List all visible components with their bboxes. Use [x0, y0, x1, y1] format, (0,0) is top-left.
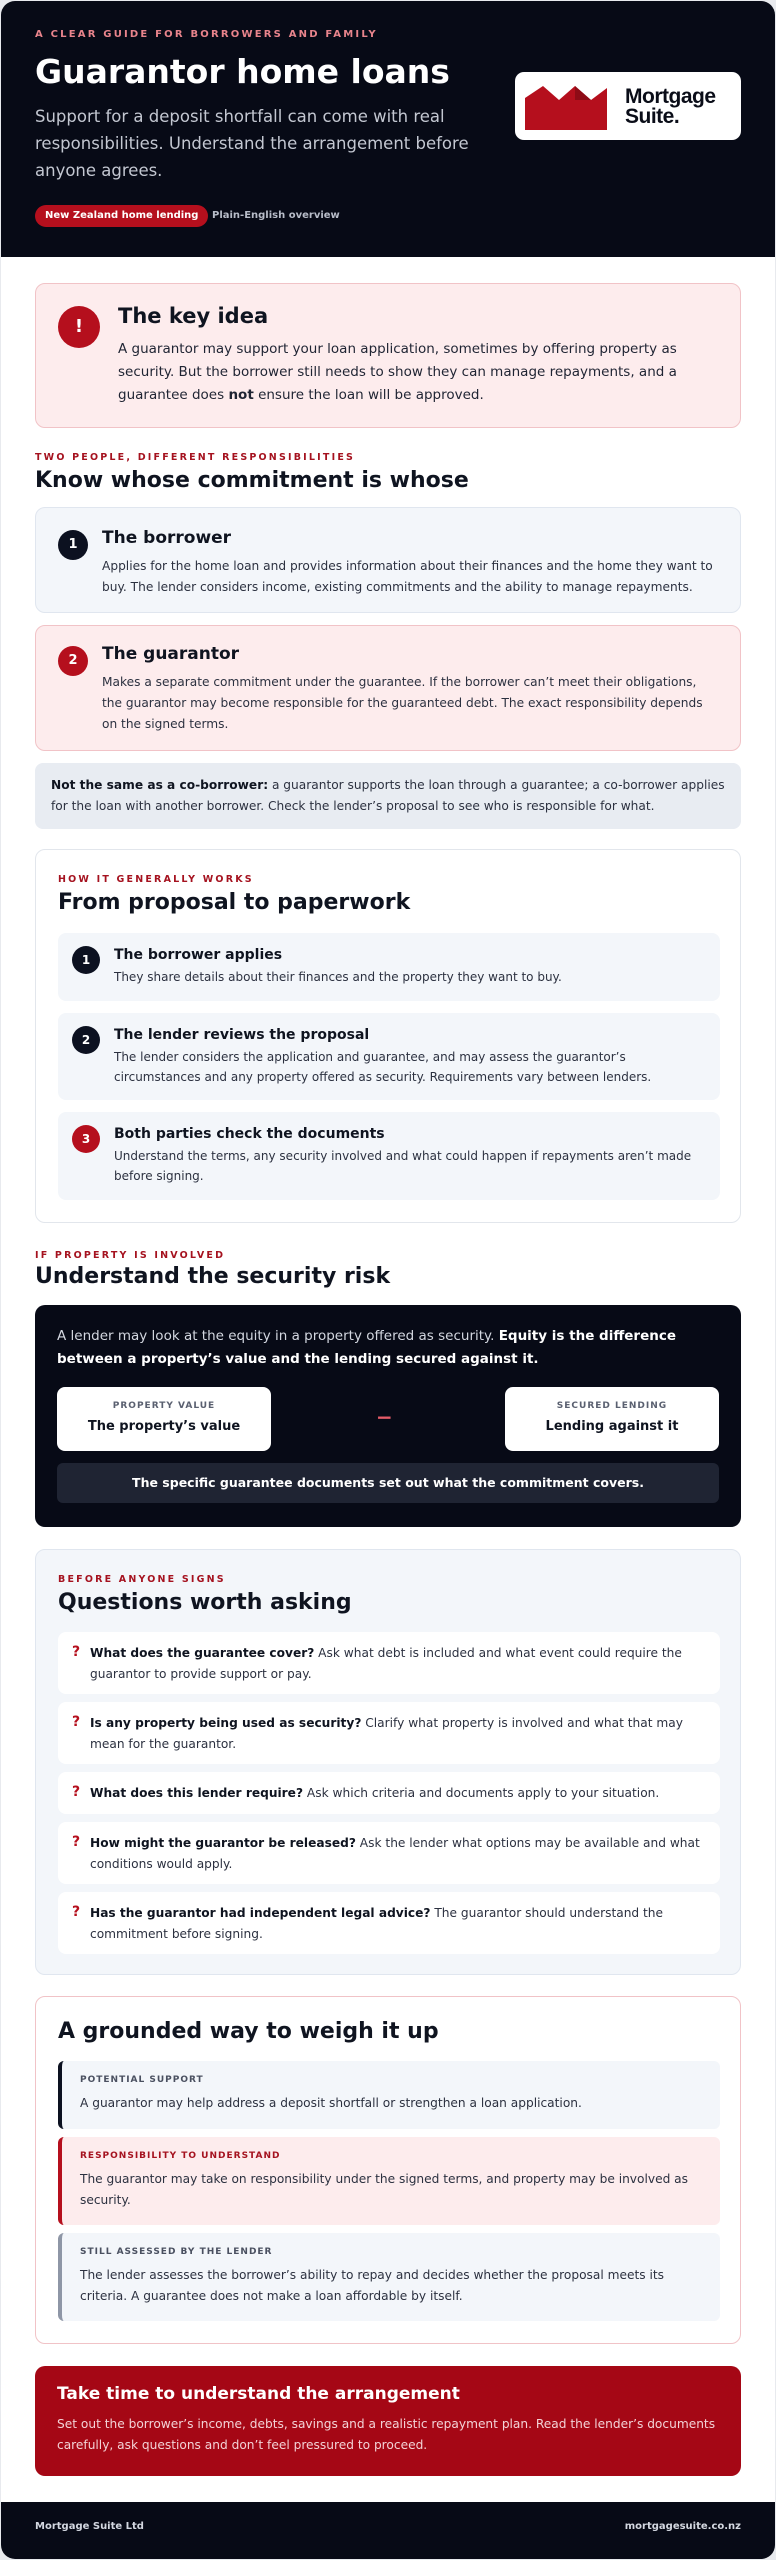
weigh-item-responsibility [58, 2137, 720, 2225]
question-mark-icon: ? [72, 1904, 81, 1920]
question-mark-icon: ? [72, 1784, 81, 1800]
guarantor-text: Makes a separate commitment under the guarantee. If the borrower can’t meet their obligations, the guarantor may become responsible for the guaranteed debt. The exact responsibility depends on the signed terms. [102, 675, 703, 731]
key-idea-callout [35, 283, 741, 428]
question-item [58, 1632, 720, 1694]
key-idea-text: A guarantor may support your loan application, sometimes by offering property as security. But the borrower still needs to show they can manage repayments, and a guarantee does not ensure the loan will be approved. [118, 341, 677, 403]
weigh-up-title: A grounded way to weigh it up [58, 2019, 439, 2044]
hero-header [1, 1, 775, 257]
borrower-title: The borrower [102, 528, 232, 548]
alert-icon: ! [58, 306, 100, 348]
question-mark-icon: ? [72, 1644, 81, 1660]
questions-card [35, 1549, 741, 1975]
guarantor-title: The guarantor [102, 644, 240, 664]
weigh-item-label: RESPONSIBILITY TO UNDERSTAND [80, 2151, 281, 2161]
co-borrower-note: Not the same as a co-borrower: a guarantor supports the loan through a guarantee; a co-borrower applies for the loan with another borrower. Check the lender’s proposal to see who is responsible for what. [35, 763, 741, 829]
weigh-item-text: A guarantor may help address a deposit shortfall or strengthen a loan application. [80, 2096, 582, 2110]
process-card [35, 849, 741, 1223]
footer-company: Mortgage Suite Ltd [35, 2521, 144, 2532]
question-item [58, 1702, 720, 1764]
cta-banner [35, 2366, 741, 2476]
security-eyebrow: IF PROPERTY IS INVOLVED [35, 1250, 226, 1261]
process-step [58, 933, 720, 1001]
hero-lead: Support for a deposit shortfall can come with real responsibilities. Understand the arrangement before anyone agrees. [35, 107, 469, 180]
question-text: What does this lender require? Ask which criteria and documents apply to your situation. [90, 1786, 660, 1800]
borrower-card [35, 507, 741, 613]
security-title: Understand the security risk [35, 1264, 391, 1289]
weigh-up-card [35, 1996, 741, 2344]
step-number: 3 [72, 1125, 100, 1153]
question-mark-icon: ? [72, 1834, 81, 1850]
house-roof-icon [525, 84, 619, 130]
footer [1, 2502, 775, 2559]
weigh-item-label: POTENTIAL SUPPORT [80, 2075, 204, 2085]
key-idea-title: The key idea [118, 304, 269, 328]
overview-note: Plain-English overview [212, 210, 340, 221]
questions-title: Questions worth asking [58, 1590, 352, 1615]
questions-eyebrow: BEFORE ANYONE SIGNS [58, 1574, 226, 1585]
equity-explanation: A lender may look at the equity in a property offered as security. Equity is the difference between a property’s value and the lending secured against it. [57, 1328, 677, 1367]
question-text: Has the guarantor had independent legal advice? The guarantor should understand the commitment before signing. [90, 1906, 664, 1941]
property-value-box [57, 1387, 271, 1451]
cta-text: Set out the borrower’s income, debts, savings and a realistic repayment plan. Read the lender’s documents carefully, ask questions and don’t feel pressured to proceed. [57, 2417, 716, 2452]
question-item [58, 1822, 720, 1884]
step-number: 2 [72, 1026, 100, 1054]
minus-icon: − [376, 1405, 393, 1429]
page [1, 1, 775, 2559]
step-title: The lender reviews the proposal [114, 1027, 370, 1043]
process-step [58, 1112, 720, 1200]
process-step [58, 1013, 720, 1100]
roles-title: Know whose commitment is whose [35, 468, 469, 493]
cta-title: Take time to understand the arrangement [57, 2384, 460, 2404]
property-value-text: The property’s value [87, 1419, 241, 1434]
question-text: Is any property being used as security? Clarify what property is involved and what that may mean for the guarantor. [90, 1716, 683, 1751]
question-mark-icon: ? [72, 1714, 81, 1730]
guarantee-documents-note: The specific guarantee documents set out what the commitment covers. [57, 1463, 719, 1503]
property-value-label: PROPERTY VALUE [112, 1401, 216, 1411]
logo-wordmark: Mortgage Suite. [625, 85, 716, 128]
process-eyebrow: HOW IT GENERALLY WORKS [58, 874, 254, 885]
secured-lending-label: SECURED LENDING [556, 1401, 668, 1411]
step-text: They share details about their finances and the property they want to buy. [114, 970, 562, 984]
weigh-item-text: The guarantor may take on responsibility under the signed terms, and property may be involved as security. [80, 2172, 688, 2207]
guarantor-card [35, 625, 741, 751]
step-number: 1 [58, 530, 88, 560]
region-badge: New Zealand home lending [35, 205, 208, 227]
page-title: Guarantor home loans [35, 52, 450, 91]
step-title: The borrower applies [114, 947, 283, 963]
step-text: Understand the terms, any security involved and what could happen if repayments aren’t made before signing. [114, 1149, 692, 1183]
roles-eyebrow: TWO PEOPLE, DIFFERENT RESPONSIBILITIES [35, 452, 356, 463]
step-title: Both parties check the documents [114, 1126, 385, 1142]
hero-eyebrow: A CLEAR GUIDE FOR BORROWERS AND FAMILY [35, 29, 378, 40]
question-text: How might the guarantor be released? Ask the lender what options may be available and what conditions would apply. [90, 1836, 700, 1871]
step-number: 1 [72, 946, 100, 974]
step-text: The lender considers the application and guarantee, and may assess the guarantor’s circumstances and any property offered as security. Requirements vary between lenders. [114, 1050, 652, 1084]
question-text: What does the guarantee cover? Ask what debt is included and what event could require the guarantor to provide support or pay. [90, 1646, 682, 1681]
question-item [58, 1892, 720, 1954]
weigh-item-label: STILL ASSESSED BY THE LENDER [80, 2247, 273, 2257]
mortgage-suite-logo[interactable] [515, 72, 741, 140]
weigh-item-text: The lender assesses the borrower’s ability to repay and decides whether the proposal meets its criteria. A guarantee does not make a loan affordable by itself. [80, 2268, 664, 2303]
weigh-item-support [58, 2061, 720, 2129]
step-number: 2 [58, 646, 88, 676]
borrower-text: Applies for the home loan and provides information about their finances and the home they want to buy. The lender considers income, existing commitments and the ability to manage repayments. [102, 559, 713, 594]
footer-website-link[interactable]: mortgagesuite.co.nz [624, 2521, 741, 2532]
question-item [58, 1772, 720, 1814]
process-title: From proposal to paperwork [58, 890, 411, 915]
secured-lending-text: Lending against it [545, 1419, 679, 1434]
weigh-item-assessment [58, 2233, 720, 2321]
equity-panel [35, 1305, 741, 1527]
secured-lending-box [505, 1387, 719, 1451]
